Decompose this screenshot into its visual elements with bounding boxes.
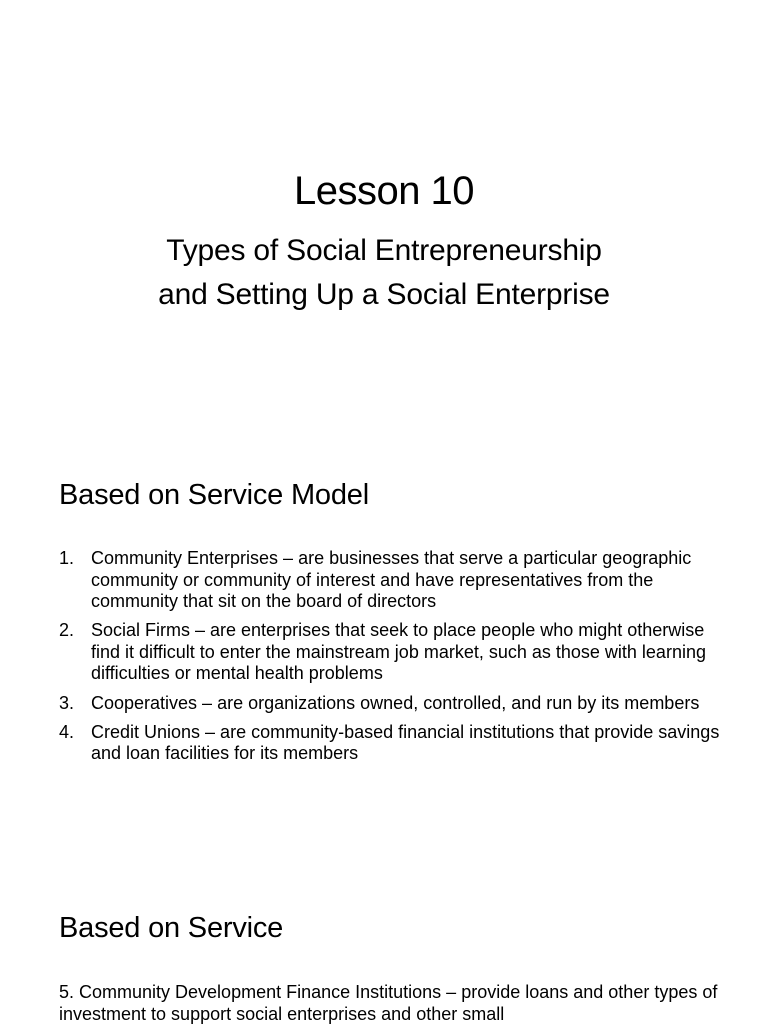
list-item bbox=[59, 620, 729, 685]
list-item-number: 2. bbox=[59, 620, 75, 641]
list-item-text: Cooperatives – are organizations owned, controlled, and run by its members bbox=[91, 692, 700, 713]
list-item bbox=[59, 722, 729, 765]
title-slide bbox=[0, 0, 768, 432]
list-item-number: 1. bbox=[59, 548, 75, 568]
list-item-text: Credit Unions – are community-based financial institutions that provide savings and loan facilities for its members bbox=[91, 721, 720, 764]
list-item-text: Community Enterprises – are businesses that serve a particular geographic community or community of interest and have representatives from the community that sit on the board of directors bbox=[91, 548, 692, 612]
list-item-number: 4. bbox=[59, 721, 75, 742]
list-item-number: 3. bbox=[59, 692, 75, 713]
service-paragraph: 5. Community Development Finance Institutions – provide loans and other types of investment to support social enterprises and other small bbox=[59, 982, 718, 1024]
subtitle-line-1: Types of Social Entrepreneurship bbox=[166, 234, 602, 267]
list-item bbox=[59, 548, 729, 613]
service-model-list bbox=[59, 548, 729, 772]
lesson-subtitle bbox=[0, 229, 768, 317]
section-heading-service: Based on Service bbox=[59, 912, 284, 944]
section-heading-service-model: Based on Service Model bbox=[59, 479, 369, 511]
list-item-text: Social Firms – are enterprises that seek to place people who might otherwise find it difficult to enter the mainstream job market, such as those with learning difficulties or mental health problems bbox=[91, 620, 706, 684]
subtitle-line-2: and Setting Up a Social Enterprise bbox=[158, 278, 610, 311]
list-item bbox=[59, 693, 729, 715]
lesson-title: Lesson 10 bbox=[293, 169, 475, 213]
